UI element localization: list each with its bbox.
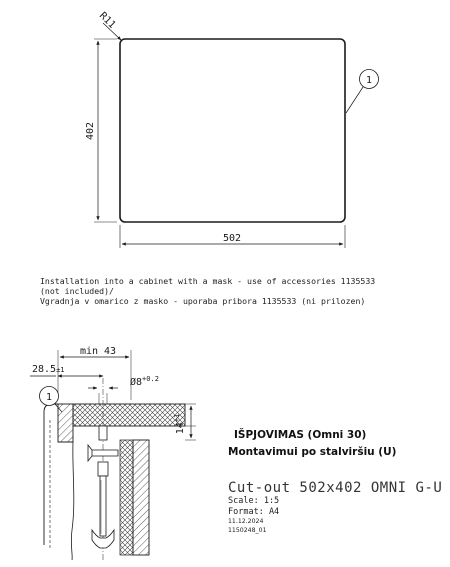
height-dimension bbox=[85, 39, 117, 222]
offset-dimension bbox=[30, 364, 103, 376]
sink-wall bbox=[44, 404, 58, 545]
title-heading-2: Montavimui po stalviršiu (U) bbox=[228, 446, 397, 458]
code-text: 1150248_01 bbox=[228, 526, 267, 534]
installation-note bbox=[40, 276, 440, 306]
format-text: Format: A4 bbox=[228, 507, 280, 517]
width-dimension bbox=[120, 225, 345, 248]
section-detail bbox=[30, 346, 196, 560]
offset-label: 28.5±1 bbox=[32, 364, 65, 375]
cutout-outline bbox=[120, 39, 345, 222]
radius-leader bbox=[97, 10, 121, 40]
callout-1 bbox=[346, 70, 379, 114]
title-block bbox=[228, 427, 443, 535]
cutout-title: Cut-out 502x402 OMNI G-U bbox=[228, 480, 443, 496]
scale-text: Scale: 1:5 bbox=[228, 496, 280, 506]
note-line-3: Vgradnja v omarico z masko - uporaba pribora 1135533 (ni prilozen) bbox=[40, 296, 366, 306]
title-heading-1: IŠPJOVIMAS (Omni 30) bbox=[234, 429, 367, 441]
detail-callout-1 bbox=[40, 387, 63, 413]
height-label: 402 bbox=[85, 121, 96, 141]
note-line-2: (not included)/ bbox=[40, 286, 114, 296]
note-line-1: Installation into a cabinet with a mask - use of accessories 1135533 bbox=[40, 276, 376, 286]
worktop bbox=[73, 404, 185, 426]
depth-label: $14^{+1}$ bbox=[173, 413, 186, 435]
date-text: 11.12.2024 bbox=[228, 518, 264, 525]
width-label: 502 bbox=[222, 233, 242, 244]
min-dimension bbox=[58, 346, 131, 400]
hole-label: $Ø8^{+0.2}$ bbox=[130, 375, 159, 388]
detail-callout-label: 1 bbox=[45, 392, 53, 403]
callout-label: 1 bbox=[365, 75, 373, 86]
min-label: min 43 bbox=[79, 346, 117, 357]
cabinet-side bbox=[133, 440, 149, 555]
hole-dimension bbox=[88, 375, 159, 404]
radius-label: R11 bbox=[96, 10, 118, 31]
top-view bbox=[85, 10, 379, 248]
